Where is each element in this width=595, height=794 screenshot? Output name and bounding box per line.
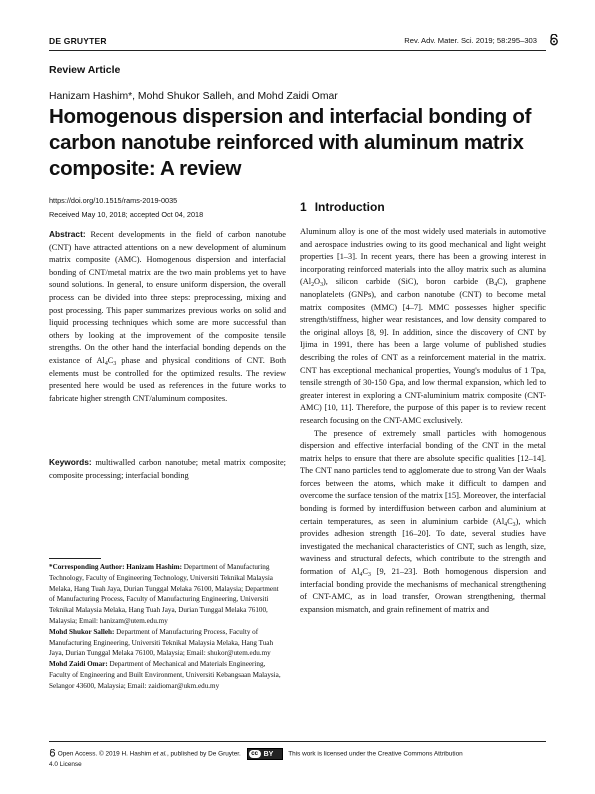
section-title: Introduction: [314, 200, 385, 214]
license-text-continued: 4.0 License: [49, 761, 82, 768]
author-list: Hanizam Hashim*, Mohd Shukor Salleh, and Mohd Zaidi Omar: [49, 91, 338, 102]
footnote-item: [49, 627, 286, 659]
subscript: 4: [504, 521, 508, 528]
abstract-text: C: [107, 355, 114, 365]
footnote-item: [49, 659, 286, 691]
article-type: Review Article: [49, 64, 121, 76]
open-access-icon: [549, 34, 559, 46]
paragraph-text: ), silicon carbide (SiC), boron carbide (B: [323, 277, 495, 287]
subscript: 3: [320, 282, 323, 289]
footnote-author: *Corresponding Author: Hanizam Hashim:: [49, 563, 182, 571]
by-label: BY: [263, 751, 274, 758]
keywords-text: multiwalled carbon nanotube; metal matrix composite; composite processing; interfacial bonding: [49, 458, 286, 480]
open-access-icon: [49, 749, 56, 757]
subscript: 3: [512, 521, 516, 528]
introduction-body: [300, 226, 546, 616]
subscript: 3: [367, 572, 371, 579]
footnote-author: Mohd Shukor Salleh:: [49, 627, 115, 636]
footer-rule: [49, 741, 546, 742]
open-access-label: Open Access.: [57, 750, 98, 758]
et-al: et al.: [153, 750, 167, 758]
paragraph-text: C: [507, 516, 513, 526]
subscript: 4: [359, 572, 363, 579]
journal-reference: Rev. Adv. Mater. Sci. 2019; 58:295–303: [404, 36, 537, 45]
paragraph-text: C: [362, 567, 368, 577]
license-text: This work is licensed under the Creative Commons Attribution: [288, 750, 463, 758]
abstract: [49, 228, 286, 405]
subscript: 3: [113, 360, 117, 367]
license-footer: [49, 748, 549, 770]
section-heading: [300, 200, 385, 214]
author-affiliations: [49, 562, 286, 692]
footnote-rule: [49, 558, 101, 559]
received-dates: Received May 10, 2018; accepted Oct 04, 2018: [49, 210, 204, 219]
subscript: 4: [104, 360, 108, 367]
keywords: [49, 456, 286, 482]
section-number: 1: [300, 200, 307, 214]
subscript: 4: [494, 282, 498, 289]
publisher-text: , published by De Gruyter.: [166, 750, 241, 758]
copyright-text: © 2019 H. Hashim: [97, 750, 154, 758]
footnote-text: Department of Mechanical and Materials Engineering, Faculty of Engineering and Built Environment, Universiti Kebangsaan Malaysia, Selangor 43600, Malaysia; Email: zaidiomar@ukm.edu.my: [49, 660, 281, 690]
paragraph-text: The presence of extremely small particles with homogenous dispersion and effective interfacial bonding of the CNT in the metal matrix helps to ensure that there are absolute specific qualities [12–14]. The CNT nano particles tend to agglomerate due to strong Van der Waals forces between the atoms, which make it difficult to dampen and overcome the surface tension of the matrix [15]. Moreover, the interfacial bonding is formed by interdiffusion between carbon and aluminium at certain temperatures, as seen in aluminium carbide (Al: [300, 428, 546, 526]
publisher-name: DE GRUYTER: [49, 36, 107, 46]
cc-icon: cc: [249, 750, 261, 758]
header-rule: [49, 50, 546, 51]
page-header: [0, 0, 595, 58]
doi-link[interactable]: https://doi.org/10.1515/rams-2019-0035: [49, 196, 178, 205]
paragraph-text: Aluminum alloy is one of the most widely used materials in automotive and aerospace industries owing to its good mechanical and light weight properties [1–3]. In recent years, there has been a growing interest in incorporating reinforced materials into the alloy matrix such as alumina (Al: [300, 227, 546, 287]
article-title: Homogenous dispersion and interfacial bonding of carbon nanotube reinforced with aluminum matrix composite: A review: [49, 105, 532, 180]
footnote-item: [49, 562, 286, 627]
paragraph-text: [9, 21–23]. Both homogenous dispersion and interfacial bonding provide the mechanisms of mechanical strengthening of CNT-AMC, as in load transfer, Orowan strengthening, thermal expansion mismatch, and grain refinement of matrix and: [300, 567, 546, 614]
keywords-label: Keywords:: [49, 457, 92, 467]
paragraph-text: C), graphene nanoplatelets (GNPs), and carbon nanotube (CNT) to become metal matrix composites (MMC) [4–7]. MMC possesses higher specific strength/stiffness, higher wear resistances, and low density compared to the original alloys [8, 9]. In addition, since the discovery of CNT by Ijima in 1991, there has been a large volume of published studies describing the roles of CNT as a reinforcement material in the matrix. CNT has exceptional mechanical properties, Young's modulus of 1 Tpa, tensile strength of 30-150 Gpa, and low thermal expansion, which led to greater interest in exploring a CNT-aluminium matrix composite (CNT-AMC) [10, 11]. Therefore, the purpose of this paper is to review recent research focusing on the CNT-AMC exclusively.: [300, 277, 547, 425]
footnote-text: Department of Manufacturing Process, Faculty of Manufacturing Engineering, Universiti Teknikal Malaysia Melaka, Hang Tuah Jaya, Durian Tunggal Melaka 76100, Malaysia; Email: shukor@utem.edu.my: [49, 627, 274, 658]
abstract-text: Recent developments in the field of carbon nanotube (CNT) have attracted attentions on a new development of aluminum matrix composite (AMC). Homogenous dispersion and interfacial bonding of CNT/metal matrix are the two main problems yet to have sound solutions. In general, to ensure uniform dispersion, the overall process can be divided into three steps: preprocessing, mixing and post processing. This paper summarizes previous works on solid and liquid processing techniques which some are more successful than others by looking at the improvement of the composite tensile strengths. On the other hand the interfacial bonding depends on the existance of Al: [49, 230, 286, 365]
paragraph: [300, 226, 546, 428]
paragraph-text: O: [314, 277, 321, 287]
cc-by-badge[interactable]: [247, 748, 283, 760]
paragraph-text: ), which provides adhesion strength [16–20]. To date, several studies have investigated the mechanical characteristics of CNT, such as length, size, waviness and structural defects, which contribute to the strength and formation of Al: [300, 516, 546, 577]
paragraph: [300, 428, 546, 617]
footnote-author: Mohd Zaidi Omar:: [49, 660, 108, 669]
footnote-text: Department of Manufacturing Technology, Faculty of Engineering Technology, Universiti Teknikal Malaysia Melaka, Hang Tuah Jaya, Durian Tunggal Melaka 76100, Malaysia; Department of Manufacturing Process, Faculty of Manufacturing Engineering, Universiti Teknikal Malaysia Melaka, Hang Tuah Jaya, Durian Tunggal Melaka 76100, Malaysia; Email: hanizam@utem.edu.my: [49, 563, 279, 625]
abstract-label: Abstract:: [49, 229, 86, 239]
subscript: 2: [311, 282, 315, 289]
abstract-text: phase and physical conditions of CNT. Both elements must be controlled for the optimized results. The review presented here would be used as references in the future works to fabricate higher strength CNT/aluminum composites.: [49, 355, 286, 403]
